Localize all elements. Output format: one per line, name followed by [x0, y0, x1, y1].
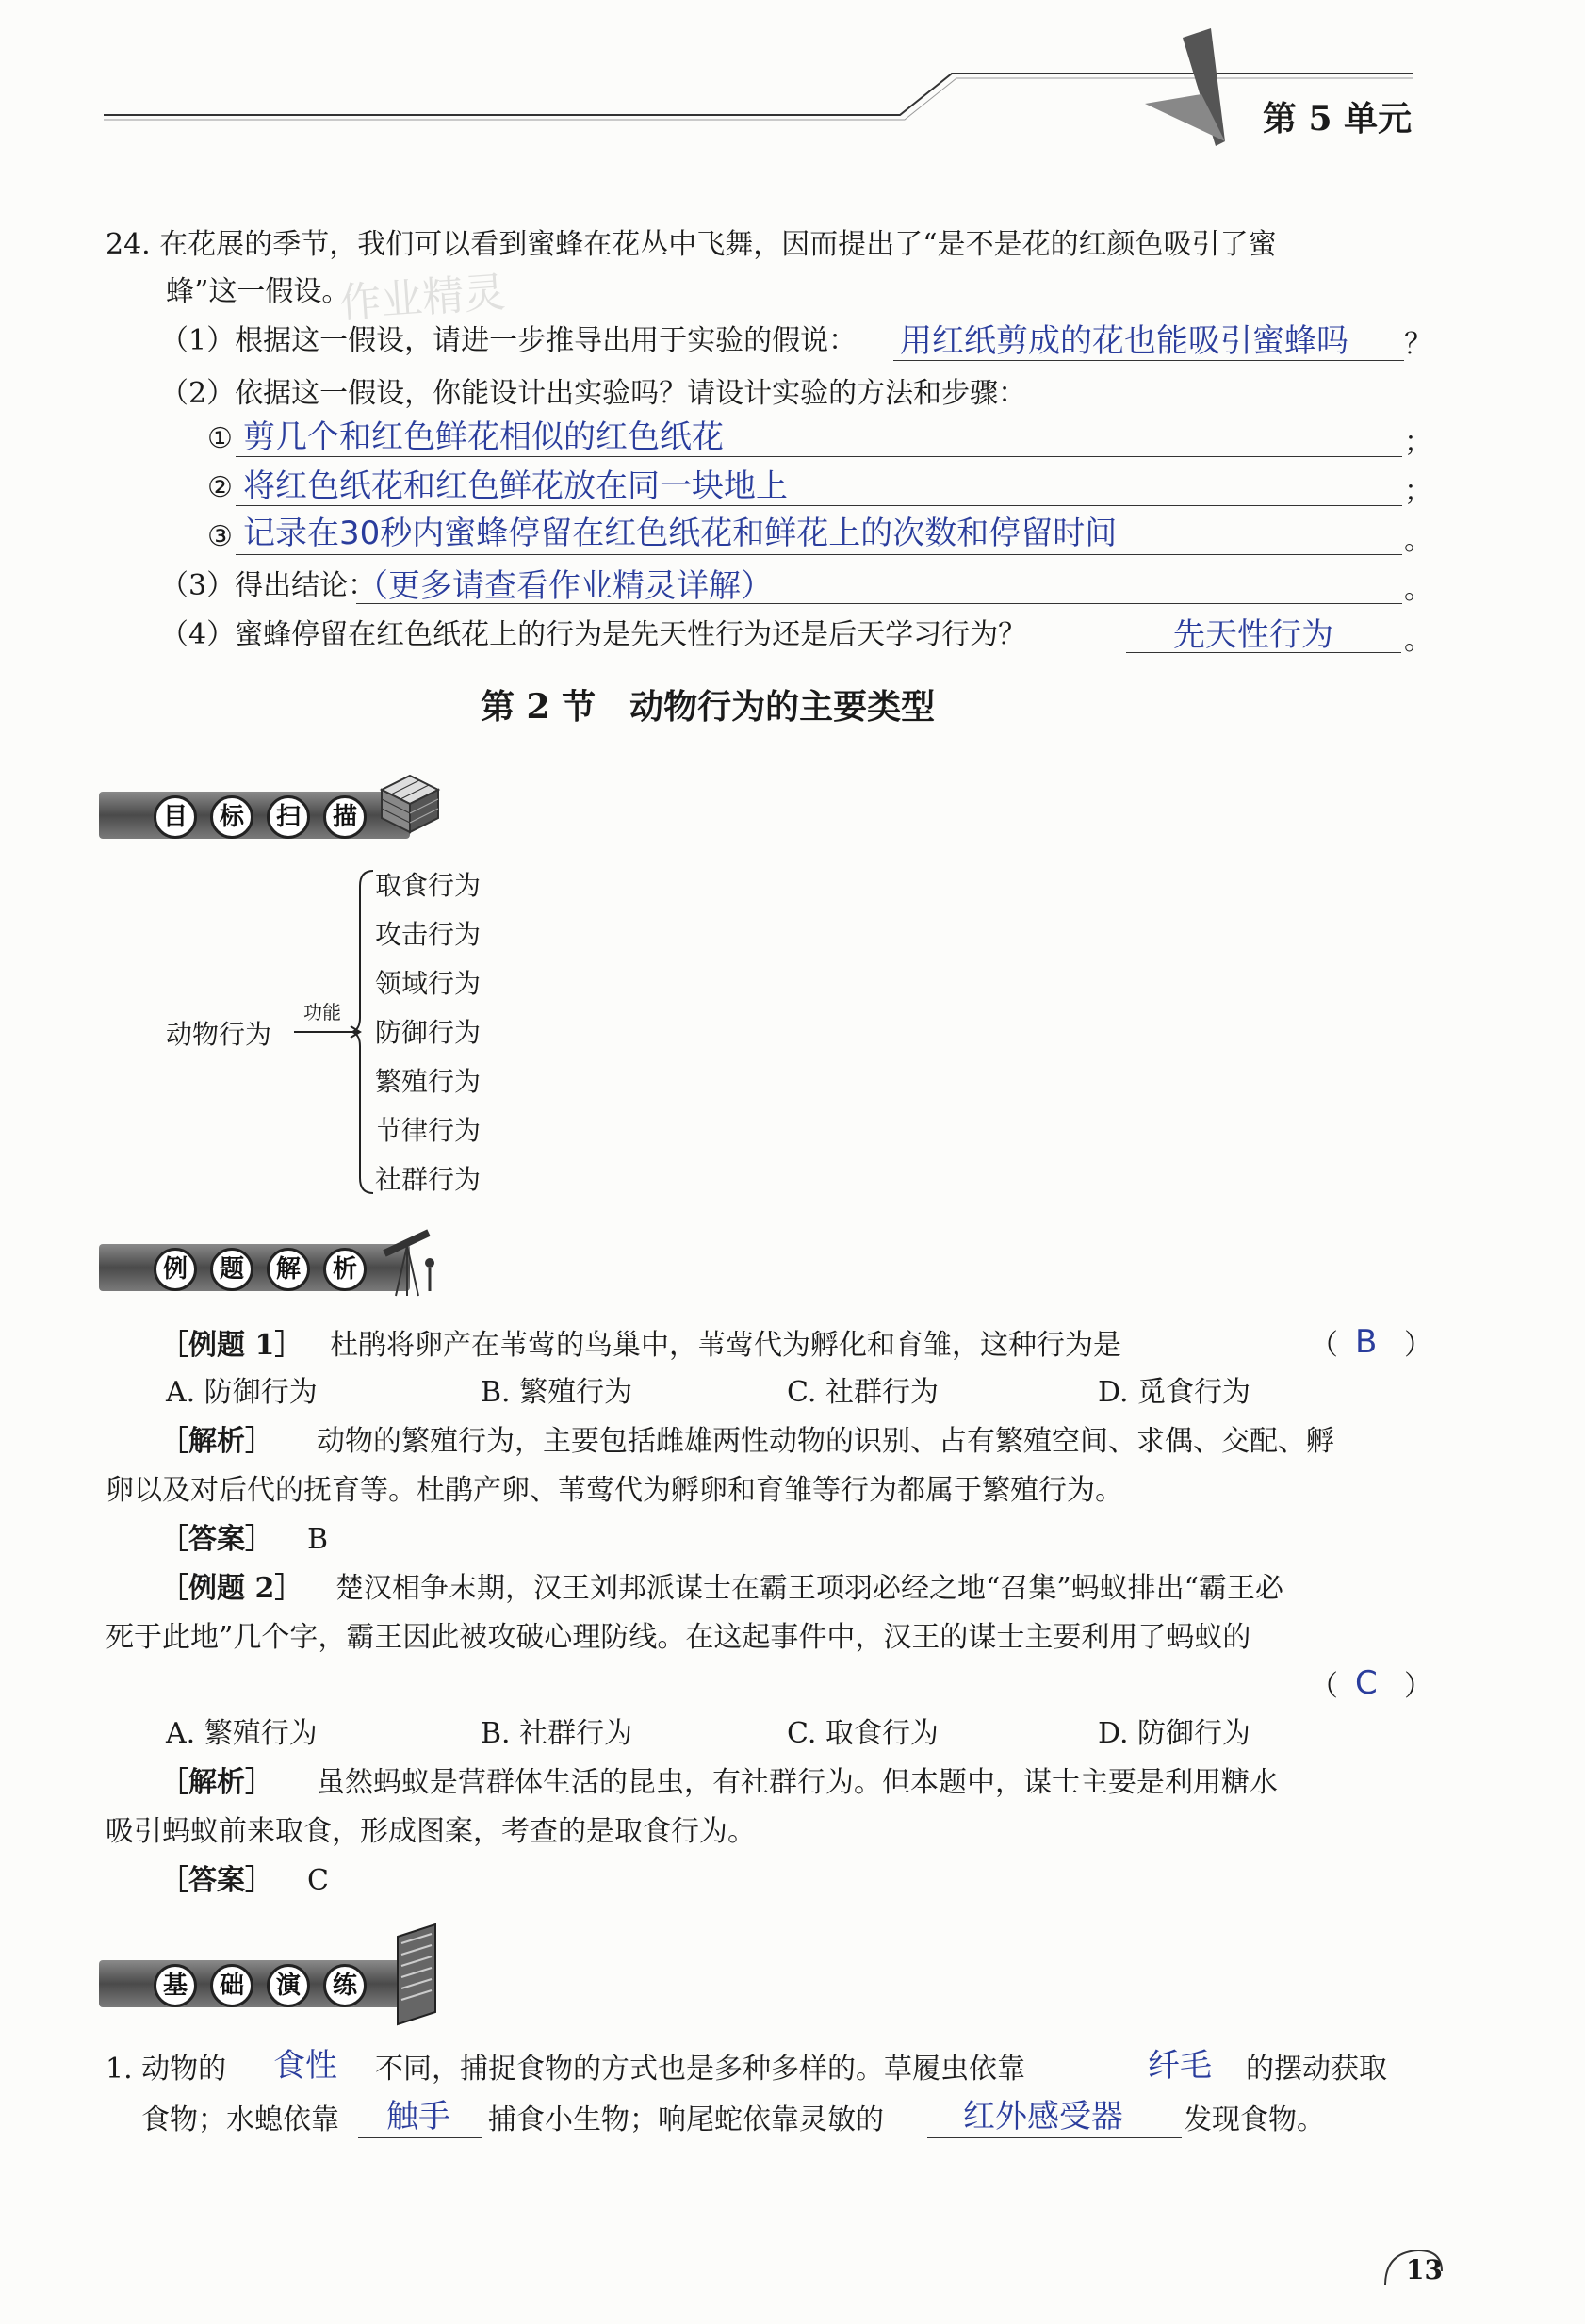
ex2-paren-close: ）	[1404, 1670, 1432, 1703]
diagram-arrow-label: 功能	[303, 1001, 341, 1023]
q24-part4-answer: 先天性行为	[1173, 616, 1333, 654]
q24-stem-line2: 蜂”这一假设。	[166, 275, 351, 308]
diagram-item: 取食行为	[375, 870, 482, 901]
diagram-item: 防御行为	[375, 1017, 482, 1048]
banner-example-char: 解	[267, 1248, 310, 1291]
ex2-key: C	[307, 1864, 329, 1897]
q1-text-3: 的摆动获取	[1246, 2053, 1387, 2086]
step-num-3: ③	[207, 520, 233, 553]
q1-answer-1: 食性	[273, 2047, 337, 2085]
banner-target-char: 描	[323, 795, 367, 839]
telescope-icon	[377, 1225, 443, 1301]
ex2-text-line2: 死于此地”几个字，霸王因此被攻破心理防线。在这起事件中，汉王的谋士主要利用了蚂蚁的	[106, 1621, 1251, 1654]
ex1-analysis-line1: 动物的繁殖行为，主要包括雌雄两性动物的识别、占有繁殖空间、求偶、交配、孵	[317, 1425, 1334, 1458]
q1-answer-3: 触手	[386, 2098, 450, 2136]
q24-stem-line1: 24. 在花展的季节，我们可以看到蜜蜂在花丛中飞舞，因而提出了“是不是花的红颜色吸引了蜜	[106, 228, 1277, 261]
q24-part3-blank	[356, 603, 1402, 604]
ex1-option: A. 防御行为	[166, 1376, 318, 1409]
ex1-option: D. 觅食行为	[1098, 1376, 1251, 1409]
q1-text-2: 不同，捕捉食物的方式也是多种多样的。草履虫依靠	[375, 2053, 1025, 2086]
step-num-1: ①	[207, 422, 233, 455]
q1-answer-4: 红外感受器	[963, 2098, 1123, 2136]
diagram-item: 领域行为	[375, 968, 482, 999]
q24-part1-blank	[893, 360, 1404, 361]
ex2-label: ［例题 2］	[160, 1572, 303, 1605]
q1-text-5: 捕食小生物；响尾蛇依靠灵敏的	[488, 2103, 884, 2136]
ex2-key-label: ［答案］	[160, 1864, 273, 1897]
ex2-analysis-line2: 吸引蚂蚁前来取食，形成图案，考查的是取食行为。	[106, 1815, 756, 1848]
q1-text-1: 1. 动物的	[106, 2053, 227, 2086]
step-end-3: 。	[1404, 524, 1432, 557]
ex1-option: C. 社群行为	[787, 1376, 939, 1409]
q24-part1-label: （1）根据这一假设，请进一步推导出用于实验的假说：	[160, 324, 858, 357]
banner-target-char: 目	[154, 795, 197, 839]
diagram-item: 社群行为	[375, 1164, 482, 1195]
q1-answer-2: 纤毛	[1148, 2047, 1212, 2085]
q24-part4-end: 。	[1404, 624, 1432, 657]
q1-text-4: 食物；水螅依靠	[141, 2103, 339, 2136]
page-number: 13	[1406, 2254, 1443, 2285]
banner-basic-char: 基	[154, 1964, 197, 2007]
ex2-answer: C	[1355, 1664, 1378, 1702]
q24-part3-answer: （更多请查看作业精灵详解）	[356, 567, 773, 605]
q24-part1-end: ？	[1404, 328, 1432, 361]
step-end-1: ；	[1404, 426, 1432, 459]
banner-basic-char: 础	[210, 1964, 253, 2007]
ex2-option: C. 取食行为	[787, 1717, 939, 1750]
step-answer-3: 记录在30秒内蜜蜂停留在红色纸花和鲜花上的次数和停留时间	[243, 515, 1118, 552]
ex2-option: B. 社群行为	[481, 1717, 633, 1750]
q24-part1-answer: 用红纸剪成的花也能吸引蜜蜂吗	[900, 322, 1348, 360]
banner-target-char: 标	[210, 795, 253, 839]
ex1-paren-close: ）	[1404, 1329, 1432, 1362]
banner-example-char: 析	[323, 1248, 367, 1291]
ex1-text: 杜鹃将卵产在苇莺的鸟巢中，苇莺代为孵化和育雏，这种行为是	[330, 1329, 1121, 1362]
banner-basic-char: 练	[323, 1964, 367, 2007]
q24-part4-label: （4）蜜蜂停留在红色纸花上的行为是先天性行为还是后天学习行为？	[160, 618, 1027, 651]
q1-blank-4	[927, 2137, 1182, 2138]
ex1-paren-open: （	[1310, 1329, 1338, 1362]
ex2-option: D. 防御行为	[1098, 1717, 1251, 1750]
section-title: 第 2 节 动物行为的主要类型	[481, 687, 936, 727]
ex1-label: ［例题 1］	[160, 1329, 303, 1362]
q1-blank-3	[358, 2137, 482, 2138]
ex2-text-line1: 楚汉相争末期，汉王刘邦派谋士在霸王项羽必经之地“召集”蚂蚁排出“霸王必	[335, 1572, 1284, 1605]
q24-part4-blank	[1126, 652, 1401, 653]
banner-example-char: 例	[154, 1248, 197, 1291]
ex1-analysis-line2: 卵以及对后代的抚育等。杜鹃产卵、苇莺代为孵卵和育雏等行为都属于繁殖行为。	[106, 1474, 1123, 1507]
q24-part3-end: 。	[1404, 573, 1432, 606]
q24-part3-label: （3）得出结论：	[160, 569, 377, 602]
ex2-paren-open: （	[1310, 1670, 1338, 1703]
step-blank-2	[236, 505, 1402, 506]
notebook-icon	[388, 1923, 445, 2026]
ex2-analysis-label: ［解析］	[160, 1766, 273, 1799]
q1-text-6: 发现食物。	[1184, 2103, 1325, 2136]
ex2-analysis-line1: 虽然蚂蚁是营群体生活的昆虫，有社群行为。但本题中，谋士主要是利用糖水	[317, 1766, 1278, 1799]
ex1-answer: B	[1355, 1323, 1378, 1361]
ex1-option: B. 繁殖行为	[481, 1376, 633, 1409]
diagram-root: 动物行为	[166, 1019, 272, 1050]
diagram-item: 攻击行为	[375, 919, 482, 950]
banner-target-char: 扫	[267, 795, 310, 839]
ex1-key: B	[307, 1523, 329, 1556]
step-blank-1	[236, 456, 1402, 457]
unit-label: 第 5 单元	[1263, 99, 1413, 139]
ex1-key-label: ［答案］	[160, 1523, 273, 1556]
step-num-2: ②	[207, 471, 233, 504]
step-blank-3	[236, 554, 1402, 555]
ex1-analysis-label: ［解析］	[160, 1425, 273, 1458]
pen-icon	[1145, 28, 1225, 146]
diagram-item: 繁殖行为	[375, 1066, 482, 1097]
banner-basic-char: 演	[267, 1964, 310, 2007]
q24-part2-label: （2）依据这一假设，你能设计出实验吗？请设计实验的方法和步骤：	[160, 377, 1027, 410]
watermark: 作业精灵	[337, 268, 507, 329]
step-answer-1: 剪几个和红色鲜花相似的红色纸花	[243, 418, 724, 456]
step-answer-2: 将红色纸花和红色鲜花放在同一块地上	[243, 467, 788, 505]
cube-icon	[377, 771, 443, 837]
diagram-item: 节律行为	[375, 1115, 482, 1146]
banner-example-char: 题	[210, 1248, 253, 1291]
ex2-option: A. 繁殖行为	[166, 1717, 318, 1750]
step-end-2: ；	[1404, 475, 1432, 508]
